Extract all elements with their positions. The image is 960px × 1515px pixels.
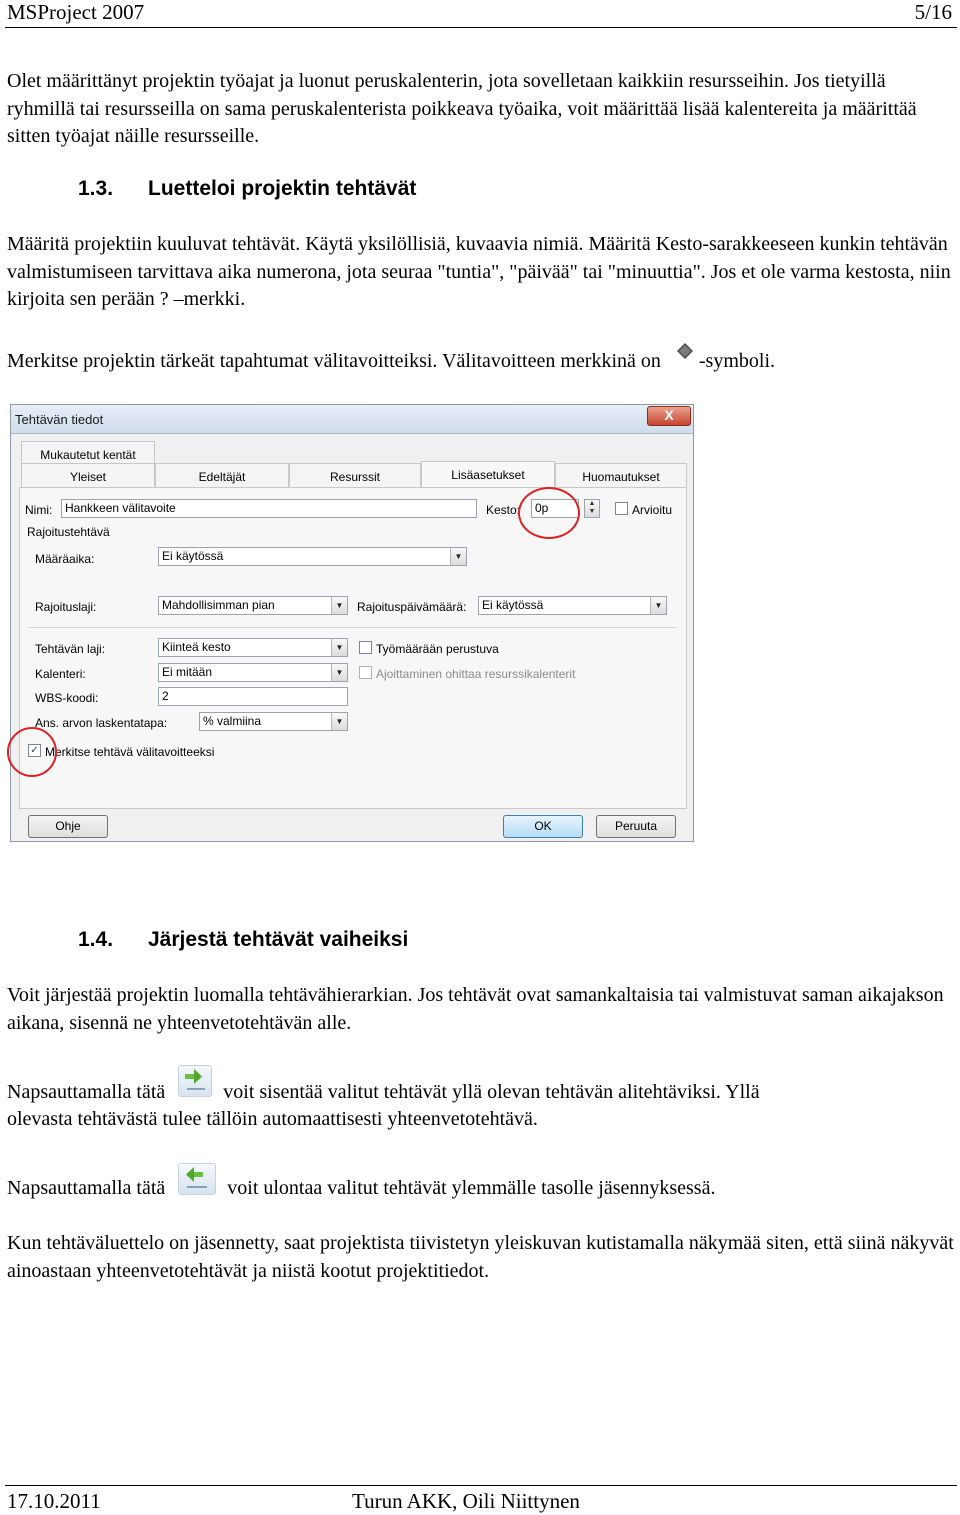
chevron-down-icon: ▼ — [331, 597, 347, 614]
tab-notes[interactable]: Huomautukset — [555, 463, 687, 487]
close-button[interactable]: X — [647, 406, 691, 426]
name-input[interactable]: Hankkeen välitavoite — [61, 499, 477, 518]
tab-resources[interactable]: Resurssit — [289, 463, 421, 487]
section13-paragraph-1: Määritä projektiin kuuluvat tehtävät. Käytä yksilöllisiä, kuvaavia nimiä. Määritä Kesto-sarakkeeseen kunkin tehtävän valmistumiseen tarvittava aika numerona, jota seuraa "tuntia", "päivää" tai "minuuttia". Jos et ole varma kestosta, niin kirjoita sen perään ? –merkki. — [7, 233, 951, 310]
header-title: MSProject 2007 — [7, 0, 145, 24]
section-number: 1.4. — [78, 928, 114, 951]
milestone-label: Merkitse tehtävä välitavoitteeksi — [45, 745, 215, 759]
section-title: Järjestä tehtävät vaiheiksi — [148, 928, 409, 951]
footer-date: 17.10.2011 — [7, 1489, 101, 1513]
help-button[interactable]: Ohje — [28, 815, 108, 838]
wbs-input[interactable]: 2 — [158, 687, 348, 706]
section14-paragraph-outdent: Napsauttamalla tätä voit ulontaa valitut tehtävät ylemmälle tasolle jäsennyksessä. — [7, 1175, 955, 1203]
duration-label: Kesto: — [486, 503, 521, 517]
dialog-titlebar — [11, 405, 693, 434]
duration-highlight-circle — [518, 487, 580, 539]
tab-custom-fields[interactable]: Mukautetut kentät — [21, 441, 155, 465]
deadline-label: Määräaika: — [35, 552, 95, 566]
section14-paragraph-1: Voit järjestää projektin luomalla tehtävähierarkian. Jos tehtävät ovat samankaltaisia tai valmistuvat saman aikajakson aikana, sisennä ne yhteenvetotehtävän alle. — [7, 984, 944, 1034]
chevron-down-icon: ▼ — [450, 548, 466, 565]
constrain-group-label: Rajoitustehtävä — [27, 525, 110, 539]
section-title: Luetteloi projektin tehtävät — [148, 177, 417, 200]
milestone-diamond-icon — [666, 348, 694, 368]
chevron-down-icon: ▼ — [331, 639, 347, 656]
advanced-panel — [19, 487, 687, 809]
section14-paragraph-indent-line2: olevasta tehtävästä tulee tällöin automaattisesti yhteenvetotehtävä. — [7, 1108, 538, 1130]
tab-general[interactable]: Yleiset — [21, 463, 155, 487]
earned-value-label: Ans. arvon laskentatapa: — [35, 716, 168, 730]
task-information-dialog — [10, 404, 694, 842]
task-type-label: Tehtävän laji: — [35, 642, 106, 656]
wbs-label: WBS-koodi: — [35, 691, 99, 705]
milestone-highlight-circle — [7, 727, 57, 777]
earned-value-select[interactable]: % valmiina ▼ — [199, 712, 348, 731]
task-type-select[interactable]: Kiinteä kesto ▼ — [158, 638, 348, 657]
constraint-date-select[interactable]: Ei käytössä ▼ — [478, 596, 667, 615]
outdent-arrow-icon — [178, 1163, 216, 1195]
calendar-label: Kalenteri: — [35, 667, 86, 681]
indent-arrow-icon — [178, 1065, 212, 1097]
tab-advanced[interactable]: Lisäasetukset — [421, 461, 555, 488]
effort-driven-checkbox[interactable] — [359, 641, 372, 654]
footer-author: Turun AKK, Oili Niittynen — [352, 1489, 580, 1513]
milestone-checkbox[interactable]: ✓ — [28, 744, 41, 757]
constraint-date-label: Rajoituspäivämäärä: — [357, 600, 467, 614]
effort-driven-label: Työmäärään perustuva — [376, 642, 499, 656]
deadline-select[interactable]: Ei käytössä ▼ — [158, 547, 467, 566]
name-label: Nimi: — [25, 503, 53, 517]
ignore-calendars-label: Ajoittaminen ohittaa resurssikalenterit — [376, 667, 576, 681]
section13-paragraph-2: Merkitse projektin tärkeät tapahtumat välitavoitteiksi. Välitavoitteen merkkinä on -symboli. — [7, 348, 955, 376]
ignore-calendars-checkbox[interactable] — [359, 666, 372, 679]
section14-paragraph-indent: Napsauttamalla tätä voit sisentää valitut tehtävät yllä olevan tehtävän alitehtäviksi. Yllä — [7, 1079, 955, 1107]
constraint-type-select[interactable]: Mahdollisimman pian ▼ — [158, 596, 348, 615]
chevron-down-icon: ▼ — [331, 664, 347, 681]
section-heading-1-3 — [78, 177, 678, 205]
estimated-label: Arvioitu — [632, 503, 673, 517]
header-rule — [5, 27, 957, 28]
ok-button[interactable]: OK — [503, 815, 583, 838]
section14-paragraph-4: Kun tehtäväluettelo on jäsennetty, saat projektista tiivistetyn yleiskuvan kutistamalla näkymää siten, että siinä näkyvät ainoastaan yhteenvetotehtävät ja niistä kootut projektitiedot. — [7, 1232, 954, 1282]
calendar-select[interactable]: Ei mitään ▼ — [158, 663, 348, 682]
estimated-checkbox[interactable] — [615, 502, 628, 515]
duration-input[interactable]: 0p — [531, 499, 579, 518]
dialog-title: Tehtävän tiedot — [15, 412, 104, 427]
chevron-down-icon: ▼ — [650, 597, 666, 614]
chevron-down-icon: ▼ — [331, 713, 347, 730]
constraint-type-label: Rajoituslaji: — [35, 600, 97, 614]
intro-paragraph: Olet määrittänyt projektin työajat ja luonut peruskalenterin, jota sovelletaan kaikkiin resursseihin. Jos tietyillä ryhmillä tai resursseilla on sama peruskalenterista poikkeava työaika, voit määrittää lisää kalentereita ja määrittää sitten työajat näille resursseille. — [7, 70, 917, 147]
footer-rule — [5, 1485, 957, 1486]
section-heading-1-4 — [78, 928, 678, 956]
divider — [29, 627, 677, 628]
tab-predecessors[interactable]: Edeltäjät — [155, 463, 289, 487]
page-number: 5/16 — [914, 0, 952, 24]
section-number: 1.3. — [78, 177, 114, 200]
cancel-button[interactable]: Peruuta — [596, 815, 676, 838]
duration-spinner[interactable]: ▲ ▼ — [584, 499, 600, 518]
